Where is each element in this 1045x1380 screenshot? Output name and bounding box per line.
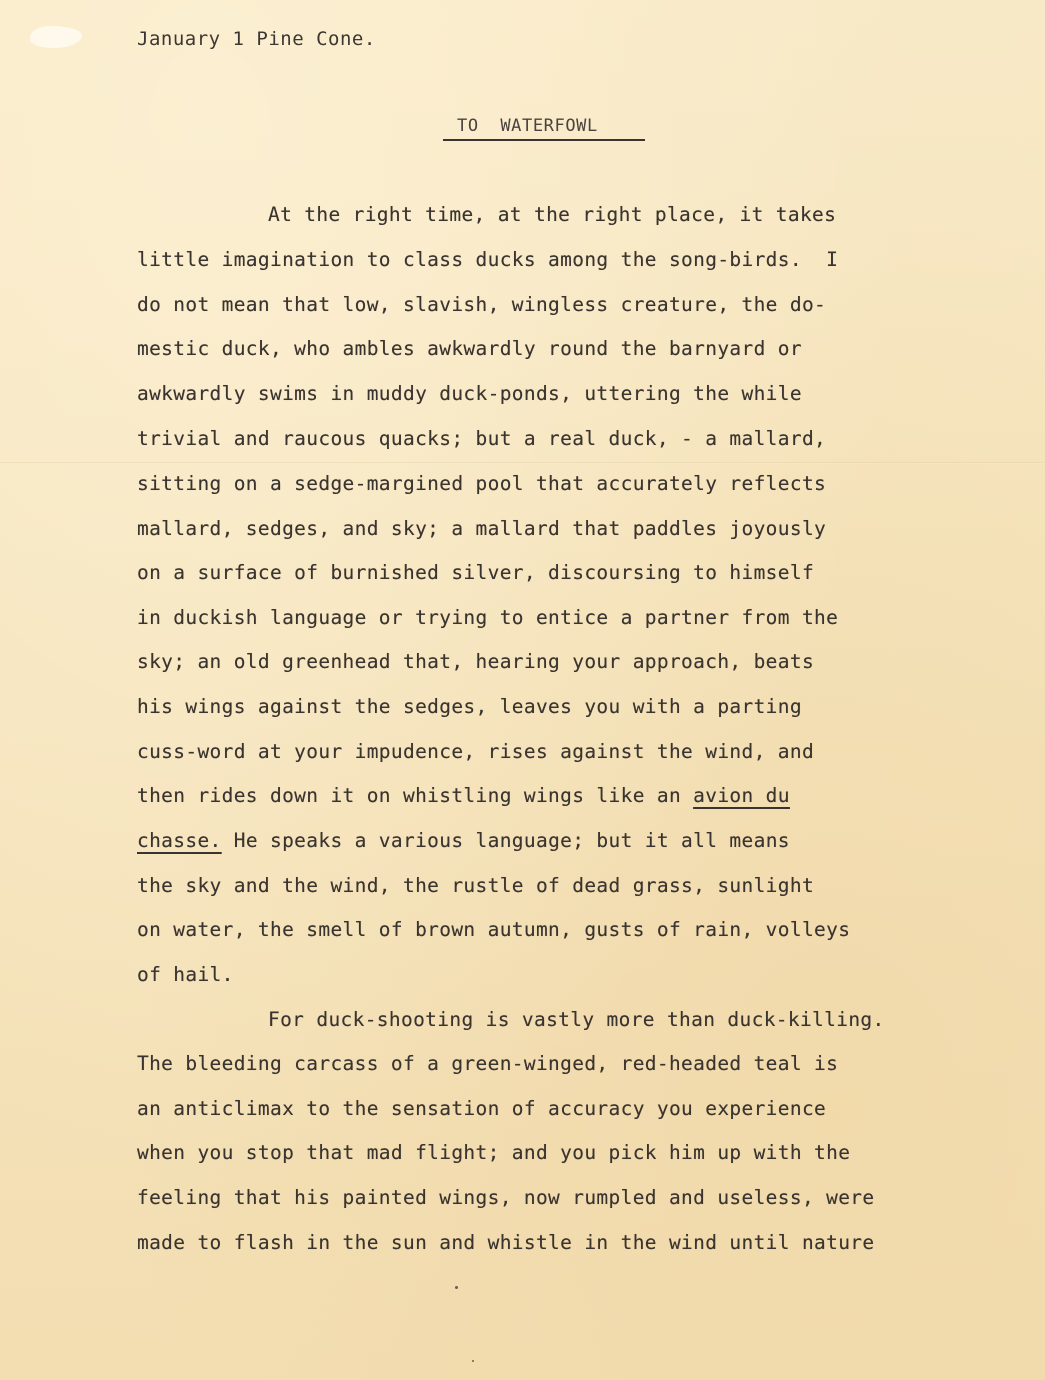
paragraph-line: At the right time, at the right place, it takes xyxy=(268,203,837,226)
paragraph-line: For duck-shooting is vastly more than duck-killing. xyxy=(268,1008,885,1031)
paragraph-line: his wings against the sedges, leaves you with a parting xyxy=(137,695,802,718)
paragraph-line: cuss-word at your impudence, rises against the wind, and xyxy=(137,740,815,763)
line-text: He speaks a various language; but it all means xyxy=(221,829,790,852)
paragraph-line: little imagination to class ducks among the song-birds. I xyxy=(137,248,839,271)
paragraph-line: made to flash in the sun and whistle in the wind until nature xyxy=(137,1231,875,1254)
paragraph-line: of hail. xyxy=(137,963,234,986)
paragraph-line: feeling that his painted wings, now rumpled and useless, were xyxy=(137,1186,875,1209)
paragraph-line: The bleeding carcass of a green-winged, red-headed teal is xyxy=(137,1052,839,1075)
paragraph-line: sky; an old greenhead that, hearing your approach, beats xyxy=(137,650,815,673)
ink-speck xyxy=(455,1286,458,1289)
paragraph-line xyxy=(137,829,790,852)
foreign-phrase: avion du xyxy=(693,784,790,807)
paper-tear-mark xyxy=(30,26,82,48)
paragraph-line: do not mean that low, slavish, wingless creature, the do- xyxy=(137,293,827,316)
paper-fold-crease xyxy=(0,462,1045,464)
paragraph-line: mestic duck, who ambles awkwardly round the barnyard or xyxy=(137,337,802,360)
paragraph-line: on water, the smell of brown autumn, gusts of rain, volleys xyxy=(137,918,851,941)
paragraph-line xyxy=(137,784,790,807)
foreign-phrase-end: chasse. xyxy=(137,829,222,852)
paragraph-line: the sky and the wind, the rustle of dead grass, sunlight xyxy=(137,874,815,897)
paragraph-line: an anticlimax to the sensation of accuracy you experience xyxy=(137,1097,827,1120)
paragraph-line: mallard, sedges, and sky; a mallard that paddles joyously xyxy=(137,517,827,540)
title-underline xyxy=(443,139,645,141)
line-text: then rides down it on whistling wings like an xyxy=(137,784,694,807)
header-note: January 1 Pine Cone. xyxy=(137,28,376,50)
paragraph-line: on a surface of burnished silver, discoursing to himself xyxy=(137,561,815,584)
paragraph-line: trivial and raucous quacks; but a real duck, - a mallard, xyxy=(137,427,827,450)
paragraph-line: sitting on a sedge-margined pool that accurately reflects xyxy=(137,472,827,495)
paragraph-line: in duckish language or trying to entice a partner from the xyxy=(137,606,839,629)
ink-speck xyxy=(472,1360,474,1362)
paragraph-line: awkwardly swims in muddy duck-ponds, uttering the while xyxy=(137,382,802,405)
document-title: TO WATERFOWL xyxy=(457,116,598,136)
paragraph-line: when you stop that mad flight; and you pick him up with the xyxy=(137,1141,851,1164)
